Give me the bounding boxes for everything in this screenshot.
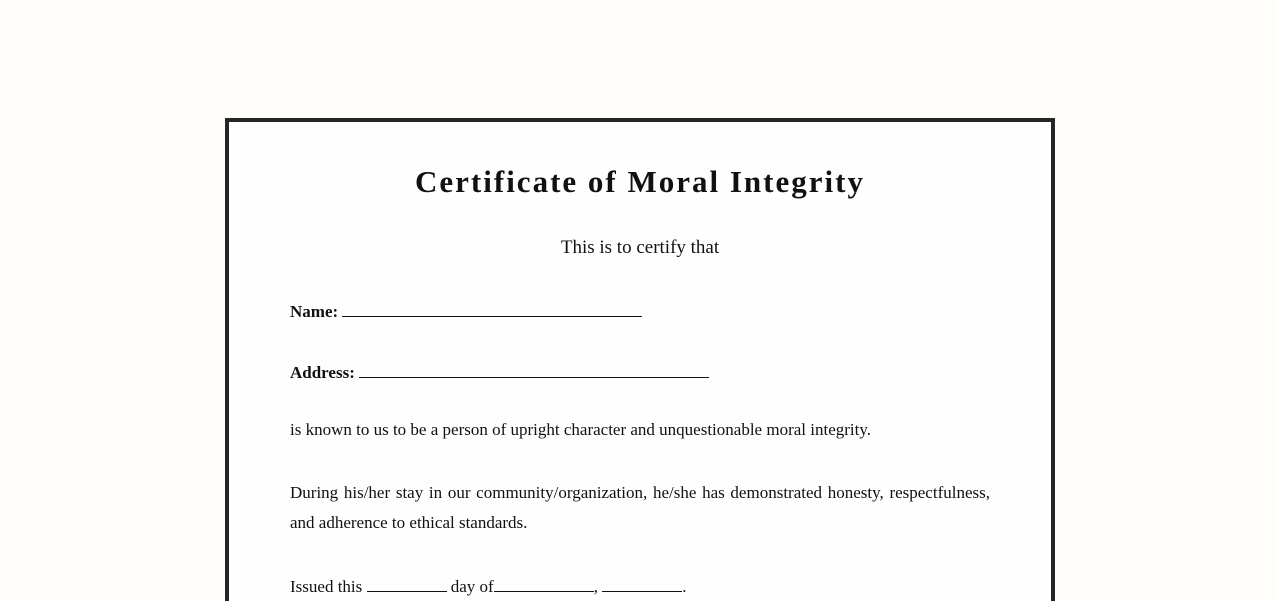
issued-year-blank[interactable]: [602, 571, 682, 592]
issued-prefix: Issued this: [290, 577, 363, 596]
issued-row: [290, 571, 686, 599]
address-row: [290, 357, 709, 385]
issued-day-of: day of: [450, 577, 494, 596]
certify-intro: This is to certify that: [560, 237, 720, 258]
issued-comma: ,: [593, 577, 598, 596]
address-blank[interactable]: [359, 357, 709, 378]
certificate-panel: [225, 118, 1055, 601]
character-statement: is known to us to be a person of upright character and unquestionable moral integrity.: [290, 420, 871, 439]
name-row: [290, 296, 642, 324]
issued-month-blank[interactable]: [494, 571, 594, 592]
conduct-statement: During his/her stay in our community/organization, he/she has demonstrated honesty, respectfulness, and adherence to ethical standards.: [290, 483, 990, 532]
issued-day-blank[interactable]: [367, 571, 447, 592]
issued-period: .: [682, 577, 687, 596]
address-label: Address:: [290, 363, 355, 382]
certificate-title: Certificate of Moral Integrity: [415, 164, 865, 199]
name-blank[interactable]: [342, 296, 642, 317]
name-label: Name:: [290, 302, 339, 321]
